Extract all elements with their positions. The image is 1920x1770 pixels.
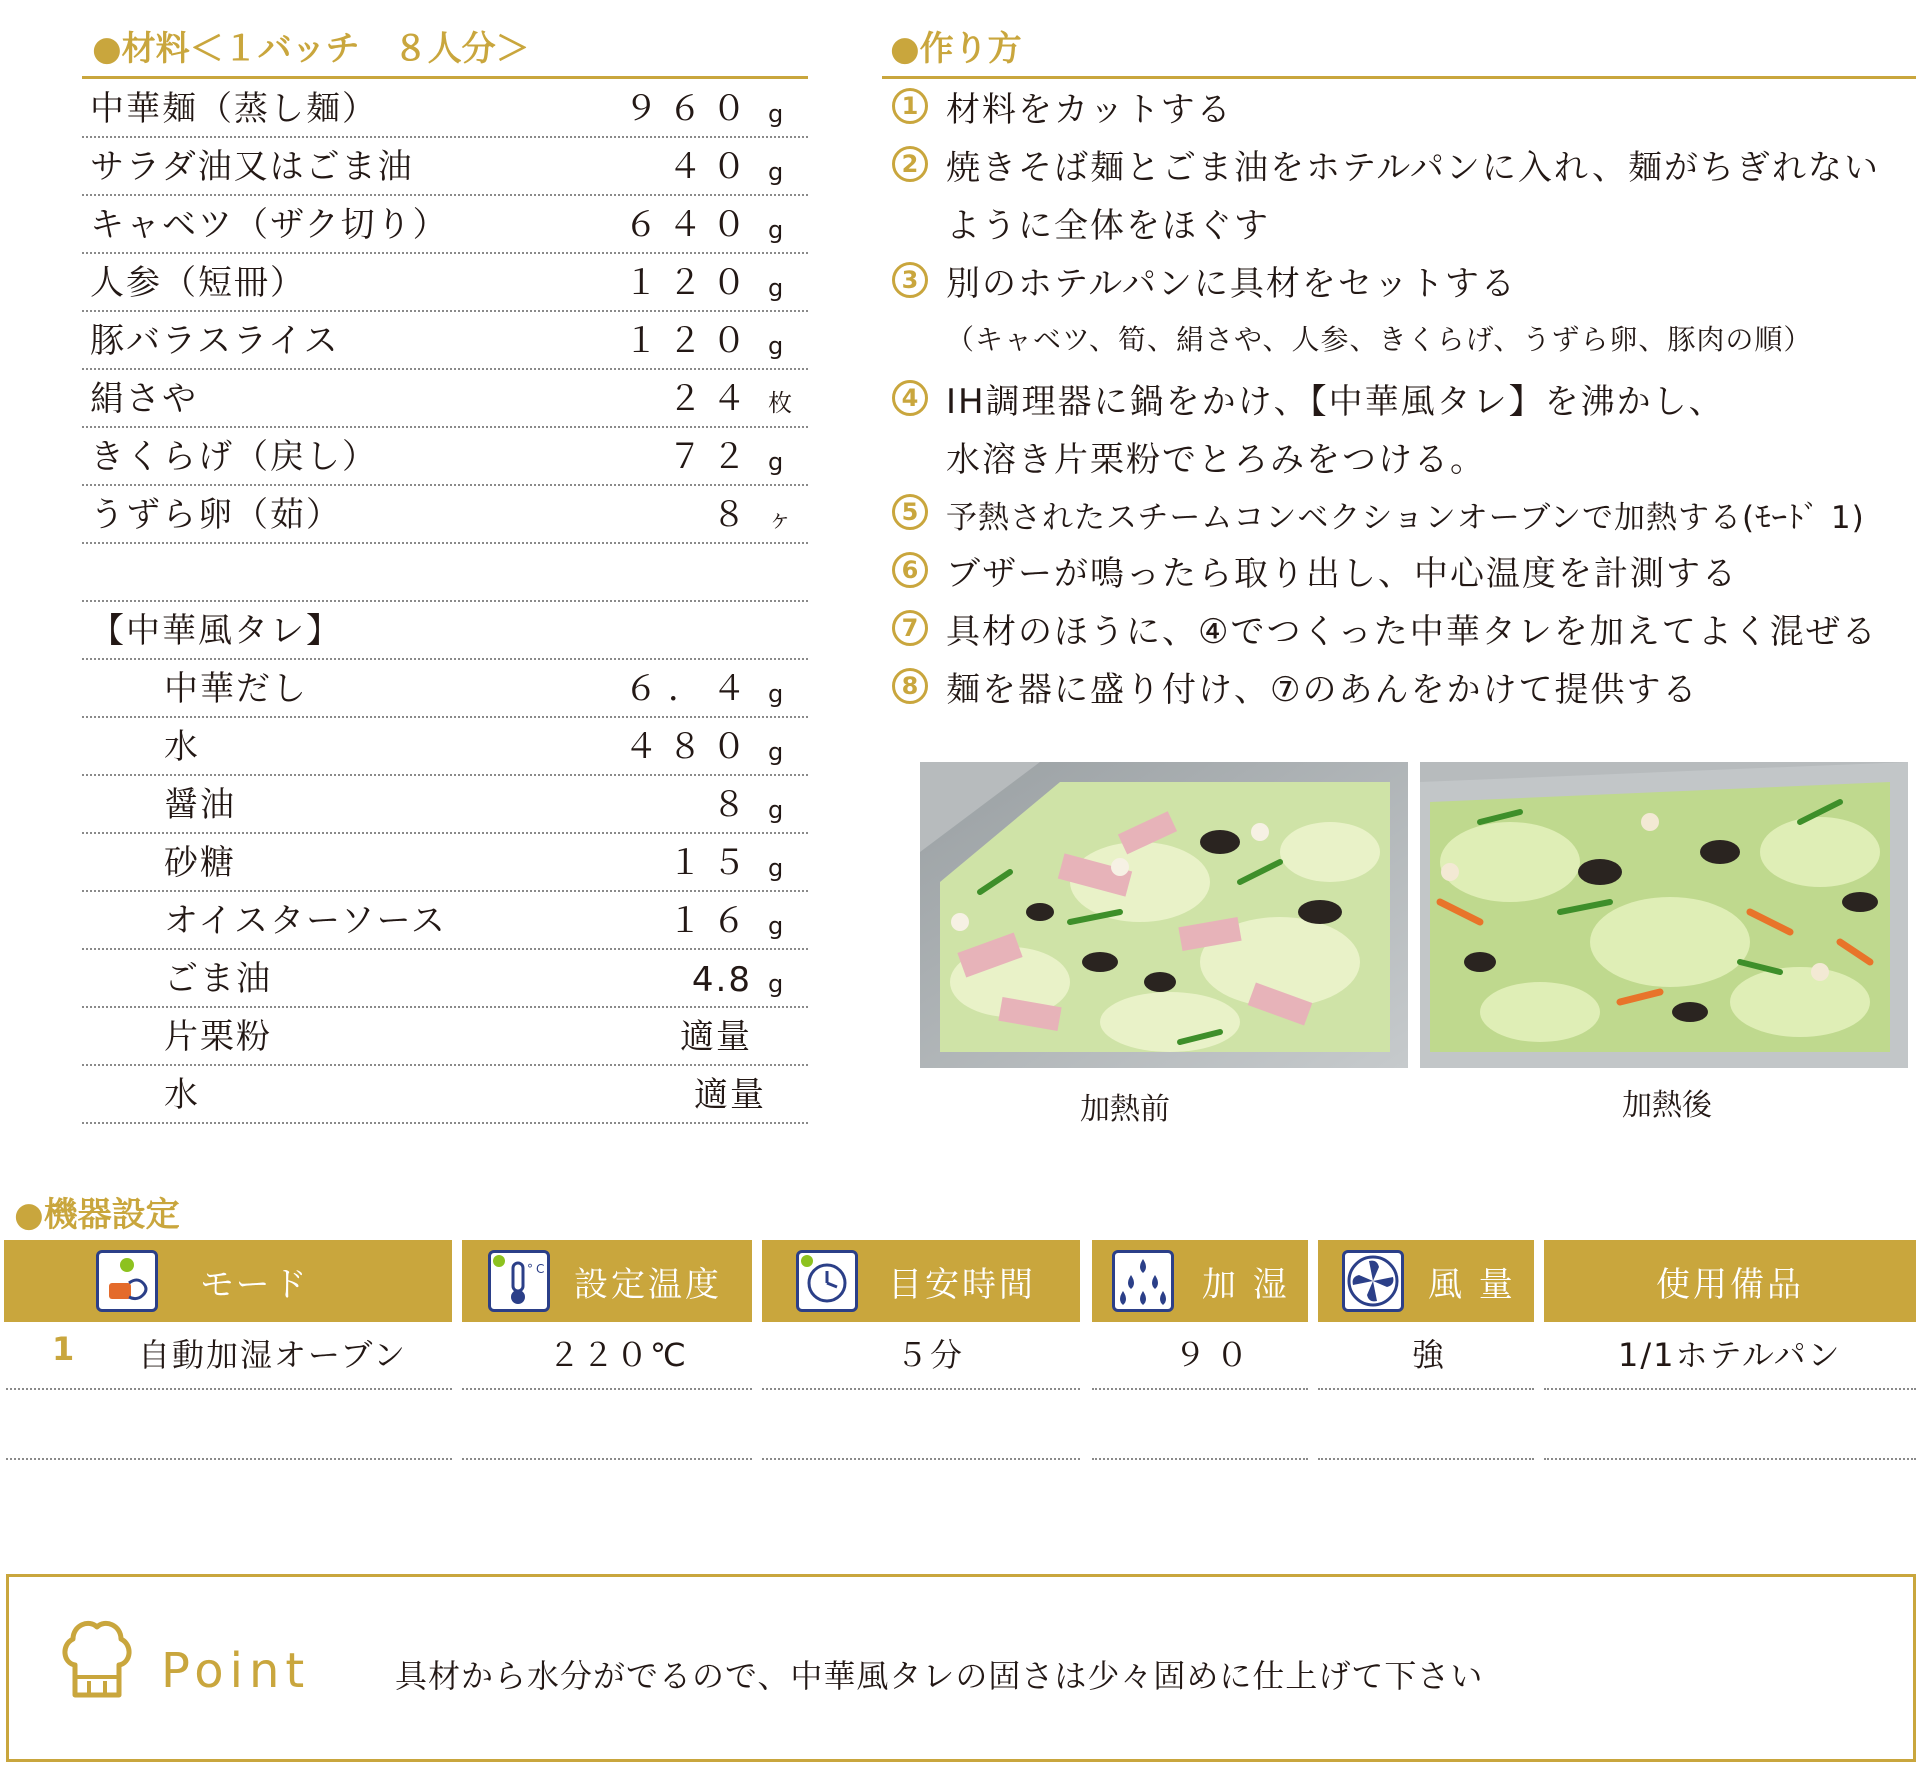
step-number-8: 8 <box>892 668 928 704</box>
row-temp: ２２０℃ <box>548 1336 688 1374</box>
step-7-text: 具材のほうに、④でつくった中華タレを加えてよく混ぜる <box>946 612 1878 652</box>
sauce-unit: g <box>768 796 784 824</box>
row-fan: 強 <box>1412 1336 1447 1374</box>
step-6-text: ブザーが鳴ったら取り出し、中心温度を計測する <box>946 554 1738 594</box>
ingredient-name: きくらげ（戻し） <box>90 437 378 477</box>
step-2-text: 焼きそば麺とごま油をホテルパンに入れ、麺がちぎれない <box>946 148 1880 188</box>
header-mode-label: モード <box>200 1264 310 1305</box>
ingredient-qty: ２４ <box>668 379 756 419</box>
sauce-row <box>82 1008 808 1066</box>
steam-mode-icon <box>96 1250 158 1312</box>
ingredients-heading-rule <box>82 76 808 79</box>
sauce-name: ごま油 <box>164 959 272 999</box>
ingredient-qty: ７２ <box>668 437 756 477</box>
sauce-name: 水 <box>164 727 200 767</box>
row-divider <box>762 1458 1080 1460</box>
sauce-name: 砂糖 <box>164 843 236 883</box>
ingredient-name: うずら卵（茹） <box>90 495 342 535</box>
row-divider <box>1092 1388 1308 1390</box>
sauce-qty: 適量 <box>694 1075 766 1115</box>
step-number-5: 5 <box>892 494 928 530</box>
equipment-heading: ●機器設定 <box>14 1195 180 1235</box>
point-text: 具材から水分がでるので、中華風タレの固さは少々固めに仕上げて下さい <box>395 1657 1484 1695</box>
step-4-text: IH調理器に鍋をかけ、【中華風タレ】を沸かし、 <box>946 382 1725 422</box>
sauce-unit: g <box>768 854 784 882</box>
header-fan-label: 風 量 <box>1428 1264 1516 1305</box>
step-2-text-continued: ように全体をほぐす <box>946 206 1270 246</box>
ingredient-unit: g <box>768 216 784 244</box>
sauce-name: 中華だし <box>164 669 308 709</box>
sauce-unit: g <box>768 680 784 708</box>
row-divider <box>6 1458 452 1460</box>
ingredient-spacer-row <box>82 544 808 602</box>
row-divider <box>1318 1388 1534 1390</box>
step-8-text: 麺を器に盛り付け、⑦のあんをかけて提供する <box>946 670 1699 710</box>
ingredient-name: キャベツ（ザク切り） <box>90 205 449 245</box>
ingredient-row <box>82 486 808 544</box>
row-divider <box>1318 1458 1534 1460</box>
sauce-row <box>82 660 808 718</box>
sauce-qty: 4.8 <box>691 960 752 1000</box>
row-mode: 自動加湿オーブン <box>138 1336 408 1374</box>
sauce-name: 片栗粉 <box>164 1017 272 1057</box>
sauce-row <box>82 950 808 1008</box>
ingredient-qty: ８ <box>712 495 756 535</box>
header-temp <box>462 1240 752 1322</box>
sauce-title-row <box>82 602 808 660</box>
photo-before-heating <box>920 762 1408 1068</box>
row-time: ５分 <box>896 1336 965 1374</box>
row-divider <box>1544 1388 1916 1390</box>
step-3-text: 別のホテルパンに具材をセットする <box>946 264 1517 304</box>
photo-after-caption: 加熱後 <box>1622 1088 1712 1123</box>
row-humidity: ９０ <box>1174 1336 1259 1374</box>
photo-before-caption: 加熱前 <box>1080 1092 1170 1127</box>
step-number-4: 4 <box>892 380 928 416</box>
sauce-row <box>82 1066 808 1124</box>
sauce-unit: g <box>768 970 784 998</box>
ingredient-qty: １２０ <box>624 263 756 303</box>
sauce-unit: g <box>768 912 784 940</box>
ingredient-row <box>82 80 808 138</box>
ingredient-qty: ９６０ <box>624 89 756 129</box>
row-divider <box>462 1458 752 1460</box>
ingredient-unit: g <box>768 100 784 128</box>
sauce-qty: ６．４ <box>624 669 756 709</box>
ingredient-row <box>82 312 808 370</box>
ingredient-name: 絹さや <box>90 379 198 419</box>
ingredient-qty: ４０ <box>668 147 756 187</box>
sauce-qty: ４８０ <box>624 727 756 767</box>
sauce-qty: １５ <box>668 843 756 883</box>
header-equipment-label: 使用備品 <box>1656 1264 1804 1305</box>
ingredient-unit: 枚 <box>768 389 792 417</box>
sauce-name: オイスターソース <box>164 901 447 941</box>
row-divider <box>1092 1458 1308 1460</box>
header-time-label: 目安時間 <box>888 1264 1036 1305</box>
ingredient-row <box>82 428 808 486</box>
ingredient-row <box>82 196 808 254</box>
ingredient-row <box>82 254 808 312</box>
sauce-row <box>82 892 808 950</box>
ingredient-unit: g <box>768 274 784 302</box>
header-time <box>762 1240 1080 1322</box>
point-label: Point <box>161 1643 311 1699</box>
point-box <box>6 1574 1916 1762</box>
ingredients-heading: ●材料＜１バッチ ８人分＞ <box>92 29 530 69</box>
row-divider <box>1544 1458 1916 1460</box>
ingredient-row <box>82 138 808 196</box>
water-drops-icon <box>1112 1250 1174 1312</box>
step-3-note: （キャベツ、筍、絹さや、人参、きくらげ、うずら卵、豚肉の順） <box>946 323 1813 356</box>
ingredient-unit: ヶ <box>768 505 792 533</box>
thermometer-icon <box>488 1250 550 1312</box>
ingredient-name: 人参（短冊） <box>90 263 306 303</box>
step-number-1: 1 <box>892 88 928 124</box>
step-number-3: 3 <box>892 262 928 298</box>
header-humidity <box>1092 1240 1308 1322</box>
sauce-unit: g <box>768 738 784 766</box>
row-divider <box>6 1388 452 1390</box>
header-temp-label: 設定温度 <box>574 1264 722 1305</box>
sauce-row <box>82 834 808 892</box>
sauce-row <box>82 776 808 834</box>
ingredient-name: サラダ油又はごま油 <box>90 147 414 187</box>
sauce-qty: １６ <box>668 901 756 941</box>
sauce-title: 【中華風タレ】 <box>90 611 342 651</box>
method-heading: ●作り方 <box>890 29 1022 69</box>
photo-after-heating <box>1420 762 1908 1068</box>
svg-text:°C: °C <box>527 1262 547 1276</box>
header-mode <box>4 1240 452 1322</box>
step-number-2: 2 <box>892 146 928 182</box>
clock-icon <box>796 1250 858 1312</box>
ingredient-qty: １２０ <box>624 321 756 361</box>
sauce-name: 水 <box>164 1075 200 1115</box>
method-heading-rule <box>882 76 1916 79</box>
row-equipment: 1/1ホテルパン <box>1618 1336 1842 1374</box>
row-number: 1 <box>52 1330 77 1368</box>
sauce-qty: 適量 <box>680 1017 752 1057</box>
ingredient-qty: ６４０ <box>624 205 756 245</box>
header-fan <box>1318 1240 1534 1322</box>
ingredient-name: 中華麺（蒸し麺） <box>90 89 378 129</box>
step-5-text: 予熱されたスチームコンベクションオーブンで加熱する(ﾓｰﾄﾞ 1) <box>946 500 1865 536</box>
header-equipment <box>1544 1240 1916 1322</box>
ingredient-name: 豚バラスライス <box>90 321 340 361</box>
step-number-7: 7 <box>892 610 928 646</box>
sauce-name: 醤油 <box>164 785 236 825</box>
ingredient-unit: g <box>768 448 784 476</box>
fan-icon <box>1342 1250 1404 1312</box>
step-number-6: 6 <box>892 552 928 588</box>
step-1-text: 材料をカットする <box>946 90 1233 130</box>
ingredient-unit: g <box>768 332 784 360</box>
row-divider <box>762 1388 1080 1390</box>
sauce-qty: ８ <box>712 785 756 825</box>
ingredient-row <box>82 370 808 428</box>
ingredient-unit: g <box>768 158 784 186</box>
row-divider <box>462 1388 752 1390</box>
header-humidity-label: 加 湿 <box>1202 1264 1290 1305</box>
sauce-row <box>82 718 808 776</box>
chef-hat-icon <box>61 1615 133 1699</box>
step-4-text-continued: 水溶き片栗粉でとろみをつける。 <box>946 440 1486 480</box>
